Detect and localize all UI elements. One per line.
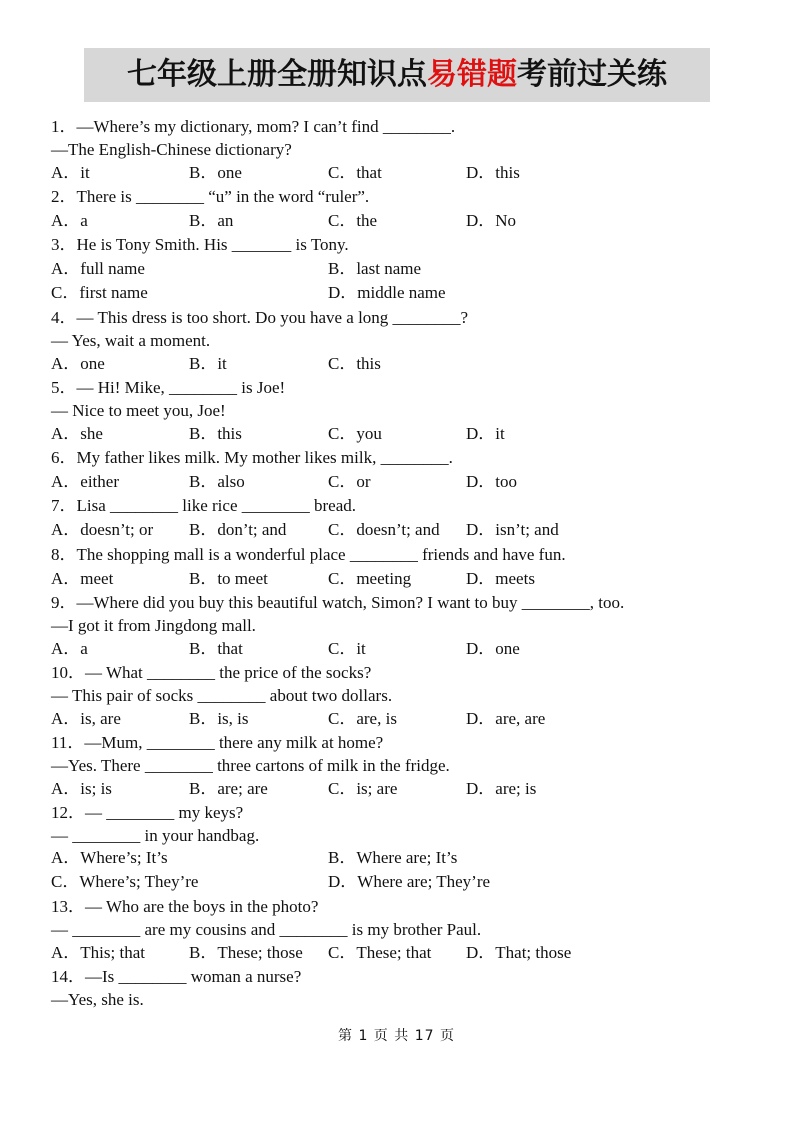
question-13-reply: — ________ are my cousins and ________ is my brother Paul. <box>51 920 482 939</box>
question-10-stem: 10．— What ________ the price of the socks? <box>51 663 372 682</box>
question-13-option-c: C．These; that <box>328 943 432 962</box>
question-12-option-d: D．Where are; They’re <box>328 872 491 891</box>
question-4-option-a: A．one <box>51 354 105 373</box>
title-highlight: 易错题 <box>427 57 517 92</box>
question-12-option-a: A．Where’s; It’s <box>51 848 168 867</box>
question-10-reply: — This pair of socks ________ about two dollars. <box>51 686 393 705</box>
question-3-option-c: C．first name <box>51 283 148 302</box>
question-8-option-a: A．meet <box>51 569 114 588</box>
question-7-option-b: B．don’t; and <box>189 520 287 539</box>
question-12-option-c: C．Where’s; They’re <box>51 872 199 891</box>
title-part1: 七年级上册全册知识点 <box>127 57 427 92</box>
question-1-stem: 1．—Where’s my dictionary, mom? I can’t find ________. <box>51 117 456 136</box>
question-5-stem: 5．— Hi! Mike, ________ is Joe! <box>51 378 286 397</box>
question-12-option-b: B．Where are; It’s <box>328 848 458 867</box>
question-5-reply: — Nice to meet you, Joe! <box>51 401 226 420</box>
question-13-option-d: D．That; those <box>466 943 572 962</box>
question-1-option-c: C．that <box>328 163 382 182</box>
question-13-option-a: A．This; that <box>51 943 145 962</box>
question-13-option-b: B．These; those <box>189 943 303 962</box>
question-5-option-a: A．she <box>51 424 103 443</box>
question-4-stem: 4．— This dress is too short. Do you have a long ________? <box>51 308 469 327</box>
question-7-option-d: D．isn’t; and <box>466 520 559 539</box>
question-10-option-b: B．is, is <box>189 709 249 728</box>
question-1-option-d: D．this <box>466 163 520 182</box>
question-10-option-d: D．are, are <box>466 709 546 728</box>
question-14-reply: —Yes, she is. <box>51 990 144 1009</box>
question-11-option-b: B．are; are <box>189 779 268 798</box>
question-7-option-a: A．doesn’t; or <box>51 520 154 539</box>
question-3-option-a: A．full name <box>51 259 145 278</box>
question-12-stem: 12．— ________ my keys? <box>51 803 244 822</box>
question-4-option-c: C．this <box>328 354 381 373</box>
question-8-option-b: B．to meet <box>189 569 268 588</box>
question-12-reply: — ________ in your handbag. <box>51 826 260 845</box>
question-6-stem: 6．My father likes milk. My mother likes milk, ________. <box>51 448 453 467</box>
question-7-stem: 7．Lisa ________ like rice ________ bread. <box>51 496 356 515</box>
question-4-reply: — Yes, wait a moment. <box>51 331 211 350</box>
question-5-option-b: B．this <box>189 424 242 443</box>
question-1-option-a: A．it <box>51 163 90 182</box>
question-11-reply: —Yes. There ________ three cartons of milk in the fridge. <box>51 756 450 775</box>
question-3-stem: 3．He is Tony Smith. His _______ is Tony. <box>51 235 349 254</box>
question-3-option-b: B．last name <box>328 259 422 278</box>
question-10-option-a: A．is, are <box>51 709 121 728</box>
question-9-reply: —I got it from Jingdong mall. <box>51 616 256 635</box>
question-9-option-a: A．a <box>51 639 88 658</box>
question-5-option-c: C．you <box>328 424 382 443</box>
question-8-stem: 8．The shopping mall is a wonderful place ________ friends and have fun. <box>51 545 566 564</box>
question-9-option-b: B．that <box>189 639 243 658</box>
question-2-option-a: A．a <box>51 211 88 230</box>
question-6-option-d: D．too <box>466 472 517 491</box>
question-9-stem: 9．—Where did you buy this beautiful watch, Simon? I want to buy ________, too. <box>51 593 625 612</box>
question-9-option-c: C．it <box>328 639 366 658</box>
question-5-option-d: D．it <box>466 424 505 443</box>
question-2-stem: 2．There is ________ “u” in the word “ruler”. <box>51 187 370 206</box>
question-13-stem: 13．— Who are the boys in the photo? <box>51 897 319 916</box>
question-10-option-c: C．are, is <box>328 709 397 728</box>
question-8-option-d: D．meets <box>466 569 535 588</box>
question-11-option-d: D．are; is <box>466 779 537 798</box>
page-title <box>84 48 710 102</box>
title-banner <box>84 48 710 102</box>
question-2-option-b: B．an <box>189 211 234 230</box>
question-7-option-c: C．doesn’t; and <box>328 520 440 539</box>
question-11-stem: 11．—Mum, ________ there any milk at home? <box>51 733 384 752</box>
question-4-option-b: B．it <box>189 354 227 373</box>
question-8-option-c: C．meeting <box>328 569 412 588</box>
title-part2: 考前过关练 <box>517 57 667 92</box>
question-9-option-d: D．one <box>466 639 520 658</box>
question-1-reply: —The English-Chinese dictionary? <box>51 140 292 159</box>
question-2-option-d: D．No <box>466 211 517 230</box>
question-3-option-d: D．middle name <box>328 283 446 302</box>
page-footer: 第 1 页 共 17 页 <box>338 1028 455 1044</box>
question-6-option-c: C．or <box>328 472 371 491</box>
question-6-option-b: B．also <box>189 472 245 491</box>
question-2-option-c: C．the <box>328 211 378 230</box>
question-1-option-b: B．one <box>189 163 242 182</box>
question-11-option-c: C．is; are <box>328 779 398 798</box>
question-14-stem: 14．—Is ________ woman a nurse? <box>51 967 302 986</box>
question-6-option-a: A．either <box>51 472 119 491</box>
question-11-option-a: A．is; is <box>51 779 112 798</box>
